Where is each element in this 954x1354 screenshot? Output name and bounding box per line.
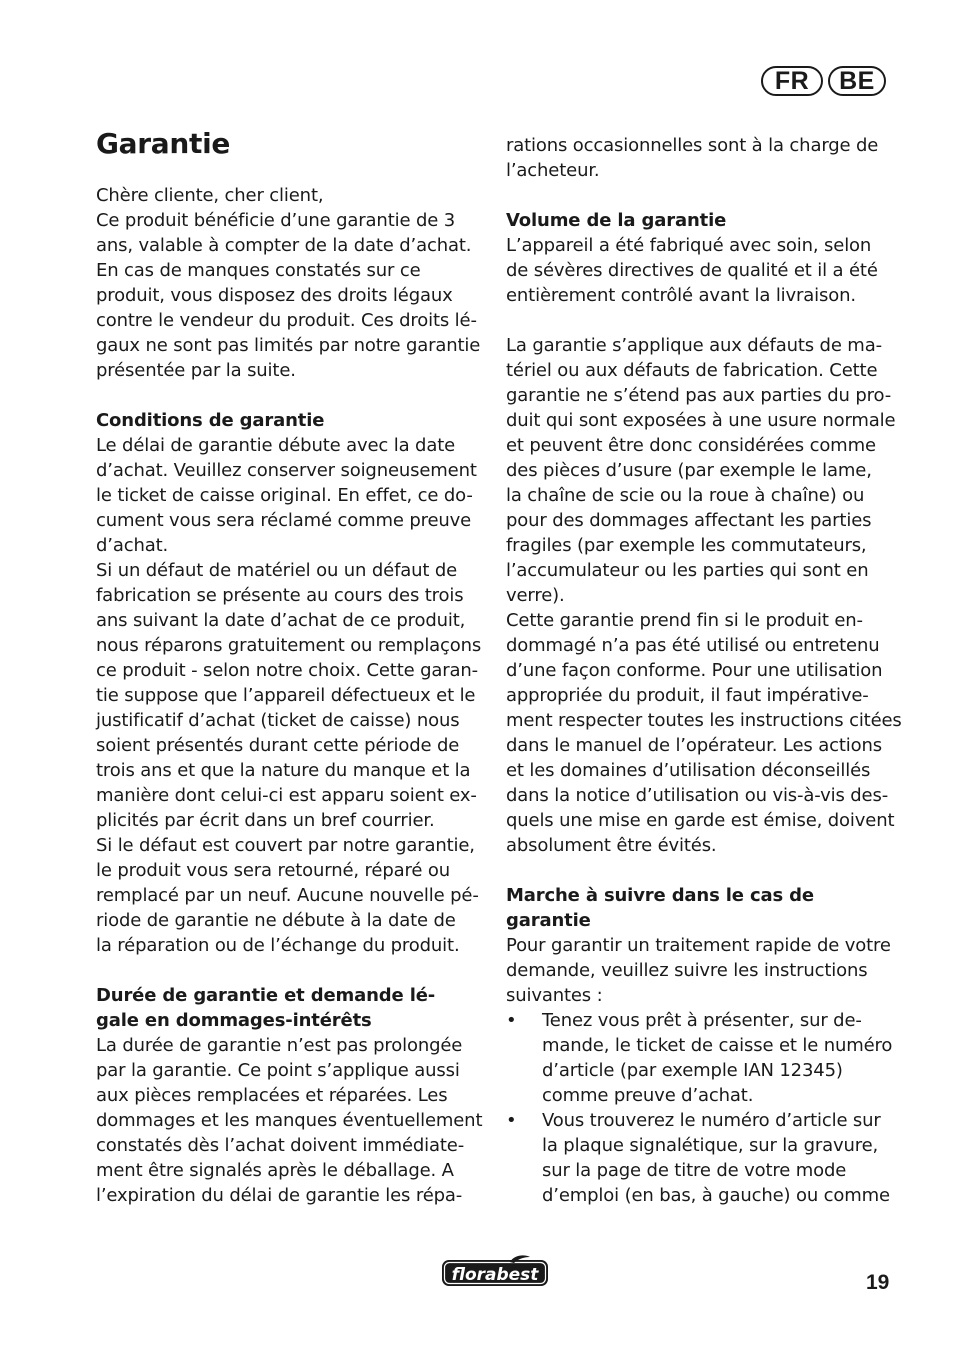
text-line: Si un défaut de matériel ou un défaut de bbox=[96, 560, 458, 581]
text-line: nous réparons gratuitement ou remplaçons bbox=[96, 635, 482, 656]
text-line: des pièces d’usure (par exemple le lame, bbox=[506, 460, 872, 481]
section-heading-line: Durée de garantie et demande lé- bbox=[96, 985, 436, 1006]
text-line: constatés dès l’achat doivent immédiate- bbox=[96, 1135, 465, 1156]
bullet-text: Vous trouverez le numéro d’article sur bbox=[542, 1110, 881, 1131]
text-line: l’acheteur. bbox=[506, 160, 600, 181]
text-line: ans suivant la date d’achat de ce produit, bbox=[96, 610, 466, 631]
language-badge-be: BE bbox=[828, 66, 886, 96]
paragraph-gap bbox=[506, 308, 898, 333]
text-line: Pour garantir un traitement rapide de votre bbox=[506, 935, 891, 956]
text-line: demande, veuillez suivre les instructions bbox=[506, 960, 868, 981]
text-line: de sévères directives de qualité et il a été bbox=[506, 260, 878, 281]
text-line: produit, vous disposez des droits légaux bbox=[96, 285, 453, 306]
text-line: la chaîne de scie ou la roue à chaîne) ou bbox=[506, 485, 865, 506]
text-line: aux pièces remplacées et réparées. Les bbox=[96, 1085, 448, 1106]
text-line: le produit vous sera retourné, réparé ou bbox=[96, 860, 450, 881]
text-line: En cas de manques constatés sur ce bbox=[96, 260, 421, 281]
paragraph-gap bbox=[96, 383, 486, 408]
bullet-item-line bbox=[506, 1008, 898, 1033]
text-line: la réparation ou de l’échange du produit. bbox=[96, 935, 460, 956]
section-heading-line: Conditions de garantie bbox=[96, 410, 325, 431]
text-line: cument vous sera réclamé comme preuve bbox=[96, 510, 472, 531]
text-line: quels une mise en garde est émise, doivent bbox=[506, 810, 895, 831]
text-line: La durée de garantie n’est pas prolongée bbox=[96, 1035, 463, 1056]
text-line: entièrement contrôlé avant la livraison. bbox=[506, 285, 856, 306]
text-line: l’accumulateur ou les parties qui sont en bbox=[506, 560, 869, 581]
text-line: justificatif d’achat (ticket de caisse) nous bbox=[96, 710, 460, 731]
section-heading-line: gale en dommages-intérêts bbox=[96, 1010, 372, 1031]
text-line: Chère cliente, cher client, bbox=[96, 185, 324, 206]
text-line: trois ans et que la nature du manque et la bbox=[96, 760, 471, 781]
section-heading-line: garantie bbox=[506, 910, 591, 931]
text-line: verre). bbox=[506, 585, 565, 606]
paragraph-gap bbox=[96, 958, 486, 983]
text-line: présentée par la suite. bbox=[96, 360, 296, 381]
text-line: tie suppose que l’appareil défectueux et le bbox=[96, 685, 476, 706]
text-line: garantie ne s’étend pas aux parties du pro- bbox=[506, 385, 892, 406]
text-line: le ticket de caisse original. En effet, ce do- bbox=[96, 485, 473, 506]
bullet-continuation-line bbox=[506, 1158, 898, 1183]
text-line: ce produit - selon notre choix. Cette garan- bbox=[96, 660, 478, 681]
language-badges bbox=[761, 66, 886, 96]
text-line: ans, valable à compter de la date d’achat. bbox=[96, 235, 472, 256]
text-line: et peuvent être donc considérées comme bbox=[506, 435, 876, 456]
text-line: contre le vendeur du produit. Ces droits lé- bbox=[96, 310, 477, 331]
bullet-text: d’emploi (en bas, à gauche) ou comme bbox=[542, 1185, 890, 1206]
text-line: Ce produit bénéficie d’une garantie de 3 bbox=[96, 210, 456, 231]
paragraph-gap bbox=[506, 858, 898, 883]
page-number: 19 bbox=[866, 1271, 890, 1294]
page-title: Garantie bbox=[96, 127, 231, 160]
bullet-continuation-line bbox=[506, 1058, 898, 1083]
text-line: soient présentés durant cette période de bbox=[96, 735, 460, 756]
text-line: tériel ou aux défauts de fabrication. Cette bbox=[506, 360, 878, 381]
text-line: Cette garantie prend fin si le produit en- bbox=[506, 610, 863, 631]
text-line: et les domaines d’utilisation déconseillés bbox=[506, 760, 871, 781]
section-heading-line: Volume de la garantie bbox=[506, 210, 727, 231]
bullet-text: mande, le ticket de caisse et le numéro bbox=[542, 1035, 893, 1056]
text-line: L’appareil a été fabriqué avec soin, selon bbox=[506, 235, 872, 256]
bullet-text: la plaque signalétique, sur la gravure, bbox=[542, 1135, 879, 1156]
bullet-continuation-line bbox=[506, 1083, 898, 1108]
logo-text: florabest bbox=[451, 1265, 539, 1285]
text-line: dans la notice d’utilisation ou vis-à-vis des- bbox=[506, 785, 889, 806]
text-line: dans le manuel de l’opérateur. Les actions bbox=[506, 735, 882, 756]
text-line: ment être signalés après le déballage. A bbox=[96, 1160, 454, 1181]
text-line: La garantie s’applique aux défauts de ma- bbox=[506, 335, 882, 356]
text-line: d’achat. bbox=[96, 535, 169, 556]
text-line: fragiles (par exemple les commutateurs, bbox=[506, 535, 867, 556]
bullet-text: Tenez vous prêt à présenter, sur de- bbox=[542, 1010, 862, 1031]
text-line: manière dont celui-ci est apparu soient ex- bbox=[96, 785, 477, 806]
bullet-item-line bbox=[506, 1108, 898, 1133]
text-line: appropriée du produit, il faut impérative- bbox=[506, 685, 869, 706]
text-line: riode de garantie ne débute à la date de bbox=[96, 910, 456, 931]
bullet-text: sur la page de titre de votre mode bbox=[542, 1160, 847, 1181]
text-line: l’expiration du délai de garantie les répa- bbox=[96, 1185, 463, 1206]
bullet-continuation-line bbox=[506, 1033, 898, 1058]
text-line: gaux ne sont pas limités par notre garantie bbox=[96, 335, 481, 356]
bullet-marker: • bbox=[506, 1110, 517, 1131]
bullet-text: comme preuve d’achat. bbox=[542, 1085, 754, 1106]
text-line: dommagé n’a pas été utilisé ou entretenu bbox=[506, 635, 880, 656]
section-heading-line: Marche à suivre dans le cas de bbox=[506, 885, 814, 906]
right-text-column bbox=[506, 133, 902, 1208]
florabest-logo bbox=[440, 1254, 550, 1288]
text-line: fabrication se présente au cours des trois bbox=[96, 585, 464, 606]
bullet-continuation-line bbox=[506, 1183, 898, 1208]
text-line: d’une façon conforme. Pour une utilisation bbox=[506, 660, 883, 681]
language-badge-fr: FR bbox=[761, 66, 823, 96]
text-line: pour des dommages affectant les parties bbox=[506, 510, 872, 531]
bullet-marker: • bbox=[506, 1010, 517, 1031]
text-line: Le délai de garantie débute avec la date bbox=[96, 435, 456, 456]
text-line: duit qui sont exposées à une usure normale bbox=[506, 410, 896, 431]
text-line: plicités par écrit dans un bref courrier. bbox=[96, 810, 435, 831]
paragraph-gap bbox=[506, 183, 898, 208]
text-line: par la garantie. Ce point s’applique aussi bbox=[96, 1060, 460, 1081]
text-line: Si le défaut est couvert par notre garantie, bbox=[96, 835, 475, 856]
bullet-continuation-line bbox=[506, 1133, 898, 1158]
text-line: suivantes : bbox=[506, 985, 603, 1006]
bullet-text: d’article (par exemple IAN 12345) bbox=[542, 1060, 843, 1081]
text-line: absolument être évités. bbox=[506, 835, 717, 856]
text-line: d’achat. Veuillez conserver soigneusement bbox=[96, 460, 477, 481]
text-line: rations occasionnelles sont à la charge de bbox=[506, 135, 879, 156]
text-line: dommages et les manques éventuellement bbox=[96, 1110, 483, 1131]
text-line: remplacé par un neuf. Aucune nouvelle pé- bbox=[96, 885, 479, 906]
text-line: ment respecter toutes les instructions citées bbox=[506, 710, 902, 731]
left-text-column bbox=[96, 183, 486, 1208]
